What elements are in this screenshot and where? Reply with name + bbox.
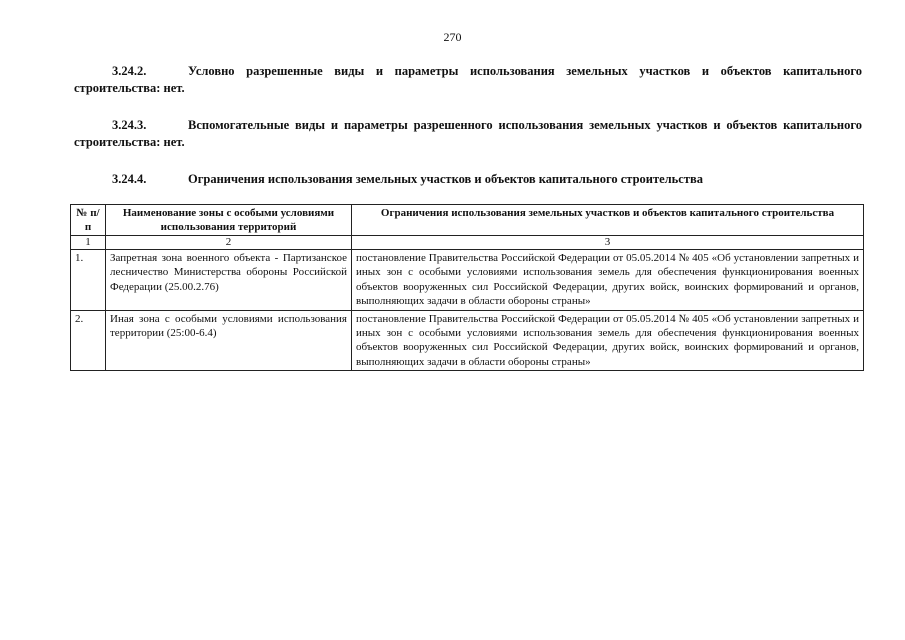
section-number: 3.24.4. [112,172,147,186]
column-number: 2 [106,236,352,250]
restriction-cell: постановление Правительства Российской Федерации от 05.05.2014 № 405 «Об установлении запретных и иных зон с особыми условиями использования земель для обеспечения функционирования военных объектов вооруженных сил Российской Федерации, других войск, воинских формирований и органов, выполняющих задачи в области обороны страны» [352,310,864,371]
restriction-cell: постановление Правительства Российской Федерации от 05.05.2014 № 405 «Об установлении запретных и иных зон с особыми условиями использования земель для обеспечения функционирования военных объектов вооруженных сил Российской Федерации, других войск, воинских формирований и органов, выполняющих задачи в области обороны страны» [352,250,864,311]
section-3-24-2 [74,63,862,97]
section-number: 3.24.3. [112,118,147,132]
column-number: 3 [352,236,864,250]
zone-name-cell: Иная зона с особыми условиями использования территории (25:00-6.4) [106,310,352,371]
table-row [71,250,864,311]
restrictions-table [70,204,864,371]
row-index: 2. [71,310,106,371]
table-row [71,310,864,371]
section-3-24-3 [74,117,862,151]
header-restrictions: Ограничения использования земельных участков и объектов капитального строительства [352,205,864,236]
section-text: Условно разрешенные виды и параметры использования земельных участков и объектов капитального строительства: нет. [74,64,862,95]
column-number-row [71,236,864,250]
section-3-24-4 [74,171,862,188]
zone-name-cell: Запретная зона военного объекта - Партизанское лесничество Министерства обороны Российской Федерации (25.00.2.76) [106,250,352,311]
column-number: 1 [71,236,106,250]
section-text: Вспомогательные виды и параметры разрешенного использования земельных участков и объектов капитального строительства: нет. [74,118,862,149]
header-zone-name: Наименование зоны с особыми условиями использования территорий [106,205,352,236]
header-index: № п/п [71,205,106,236]
section-text: Ограничения использования земельных участков и объектов капитального строительства [188,172,703,186]
table-header-row [71,205,864,236]
section-number: 3.24.2. [112,64,147,78]
page-number: 270 [443,30,462,44]
row-index: 1. [71,250,106,311]
